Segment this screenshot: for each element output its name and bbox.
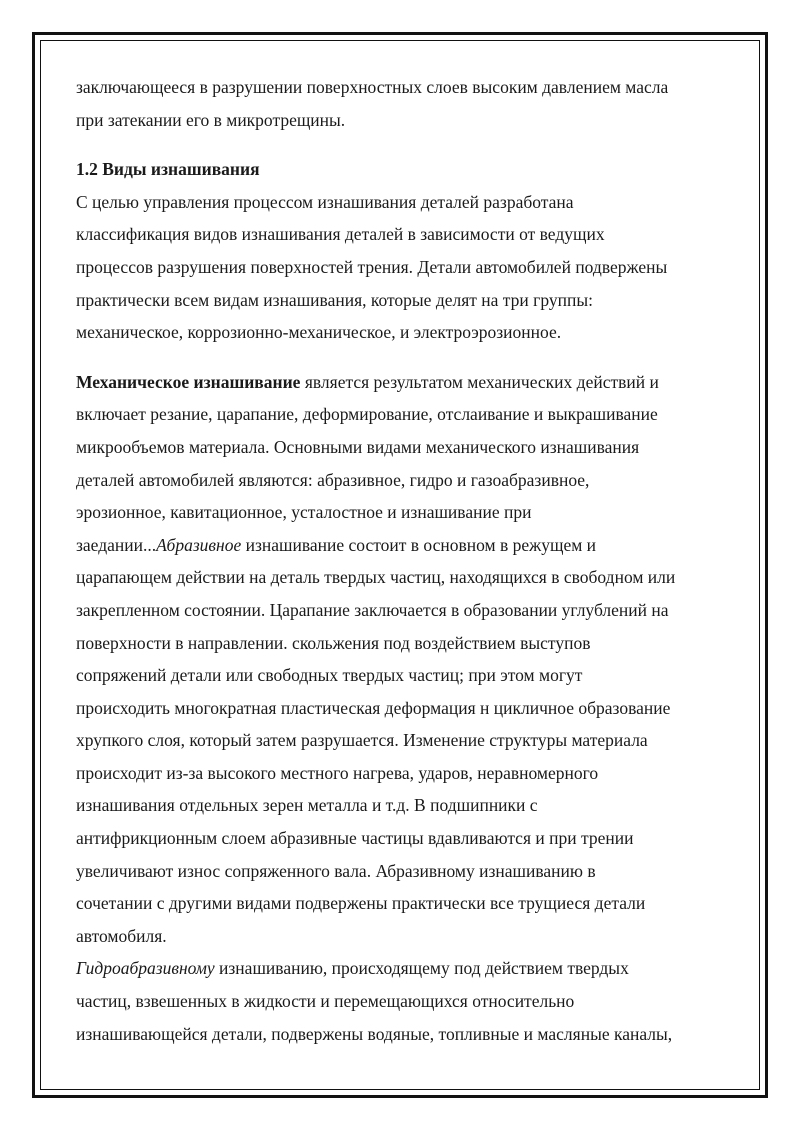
text-line: механическое, коррозионно-механическое, и электроэрозионное. — [76, 322, 562, 343]
text-line: сочетании с другими видами подвержены практически все трущиеся детали — [76, 893, 646, 914]
paragraph-intro — [76, 186, 736, 349]
term-hydroabrasive: Гидроабразивному — [76, 958, 215, 979]
term-abrasive: Абразивное — [156, 534, 242, 555]
text-line: автомобиля. — [76, 925, 167, 946]
term-mechanical-wear: Механическое изнашивание — [76, 371, 301, 392]
text-line: закрепленном состоянии. Царапание заключается в образовании углублений на — [76, 599, 669, 620]
text-line: практически всем видам изнашивания, которые делят на три группы: — [76, 289, 593, 310]
text-line: сопряжений детали или свободных твердых частиц; при этом могут — [76, 665, 583, 686]
text-line: изнашивающейся детали, подвержены водяные, топливные и масляные каналы, — [76, 1023, 673, 1044]
paragraph-hydroabrasive-wear — [76, 952, 736, 1050]
text-line: заключающееся в разрушении поверхностных слоев высоким давлением масла — [76, 77, 669, 97]
text-line: деталей автомобилей являются: абразивное, гидро и газоабразивное, — [76, 469, 590, 490]
section-heading: 1.2 Виды изнашивания — [76, 159, 260, 180]
text-line: классификация видов изнашивания деталей в зависимости от ведущих — [76, 224, 605, 245]
text-line: процессов разрушения поверхностей трения. Детали автомобилей подвержены — [76, 256, 668, 277]
text-line: заедании...Абразивное изнашивание состоит в основном в режущем и — [76, 534, 597, 555]
text-line: С целью управления процессом изнашивания деталей разработана — [76, 191, 574, 212]
text-line: частиц, взвешенных в жидкости и перемещающихся относительно — [76, 991, 575, 1012]
document-body — [76, 71, 736, 1050]
text-line: царапающем действии на деталь твердых частиц, находящихся в свободном или — [76, 567, 676, 588]
text-line: Гидроабразивному изнашиванию, происходящему под действием твердых — [76, 958, 629, 979]
text-line: изнашивания отдельных зерен металла и т.д. В подшипники с — [76, 795, 538, 816]
paragraph-mechanical-wear — [76, 366, 736, 953]
text-line: микрообъемов материала. Основными видами механического изнашивания — [76, 436, 640, 457]
text-line: при затекании его в микротрещины. — [76, 109, 346, 130]
paragraph-continuation — [76, 71, 736, 136]
text-line: Механическое изнашивание является результатом механических действий и — [76, 371, 659, 392]
text-line: включает резание, царапание, деформирование, отслаивание и выкрашивание — [76, 404, 658, 425]
text-line: эрозионное, кавитационное, усталостное и изнашивание при — [76, 502, 532, 523]
text-line: поверхности в направлении. скольжения под воздействием выступов — [76, 632, 591, 653]
text-line: хрупкого слоя, который затем разрушается. Изменение структуры материала — [76, 730, 648, 751]
text-line: антифрикционным слоем абразивные частицы вдавливаются и при трении — [76, 828, 634, 849]
text-line: происходит из-за высокого местного нагрева, ударов, неравномерного — [76, 762, 599, 783]
text-line: происходить многократная пластическая деформация н цикличное образование — [76, 697, 671, 718]
text-line: увеличивают износ сопряженного вала. Абразивному изнашиванию в — [76, 860, 596, 881]
